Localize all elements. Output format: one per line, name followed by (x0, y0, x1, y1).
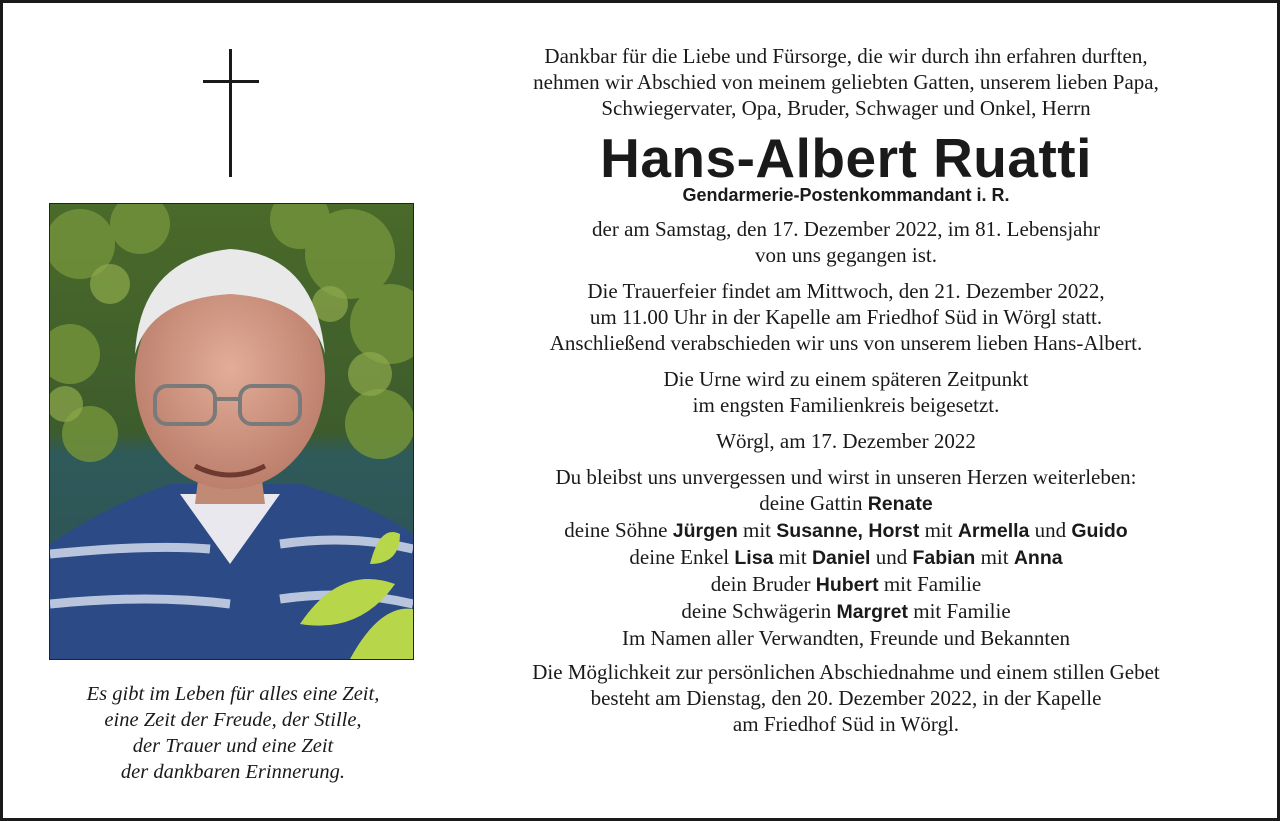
urn-line: Die Urne wird zu einem späteren Zeitpunkt (663, 367, 1029, 391)
funeral-line: Anschließend verabschieden wir uns von unserem lieben Hans-Albert. (549, 331, 1143, 355)
intro-line: Dankbar für die Liebe und Fürsorge, die wir durch ihn erfahren durften, (544, 44, 1148, 68)
mourner-sons: deine Söhne Jürgen mit Susanne, Horst mit Armella und Guido (564, 518, 1128, 542)
funeral-line: um 11.00 Uhr in der Kapelle am Friedhof Süd in Wörgl statt. (589, 305, 1103, 329)
deceased-name: Hans-Albert Ruatti (600, 127, 1092, 189)
poem-line: der dankbaren Erinnerung. (120, 761, 346, 783)
mourner-brother: dein Bruder Hubert mit Familie (710, 572, 982, 596)
funeral-line: Die Trauerfeier findet am Mittwoch, den 21. Dezember 2022, (587, 279, 1105, 303)
portrait-photo (49, 203, 414, 660)
deceased-title: Gendarmerie-Postenkommandant i. R. (682, 185, 1010, 205)
mourner-grandchildren: deine Enkel Lisa mit Daniel und Fabian mit Anna (629, 545, 1063, 569)
intro-line: nehmen wir Abschied von meinem geliebten Gatten, unserem lieben Papa, (533, 70, 1159, 94)
poem-verse (23, 681, 443, 785)
urn-line: im engsten Familienkreis beigesetzt. (692, 393, 1000, 417)
poem-line: eine Zeit der Freude, der Stille, (104, 709, 362, 731)
notice-text (446, 43, 1246, 737)
mourner-sister-in-law: deine Schwägerin Margret mit Familie (681, 599, 1011, 623)
poem-line: der Trauer und eine Zeit (132, 735, 334, 757)
mourner-wife: deine Gattin Renate (759, 491, 933, 515)
place-date: Wörgl, am 17. Dezember 2022 (716, 429, 976, 453)
poem-line: Es gibt im Leben für alles eine Zeit, (86, 683, 380, 705)
viewing-line: besteht am Dienstag, den 20. Dezember 2022, in der Kapelle (590, 686, 1102, 710)
cross-icon (203, 49, 259, 177)
remembrance-line: Du bleibst uns unvergessen und wirst in unseren Herzen weiterleben: (555, 465, 1137, 489)
intro-line: Schwiegervater, Opa, Bruder, Schwager und Onkel, Herrn (601, 96, 1091, 120)
viewing-line: am Friedhof Süd in Wörgl. (732, 712, 960, 736)
mourner-all: Im Namen aller Verwandten, Freunde und Bekannten (621, 626, 1071, 650)
death-line: von uns gegangen ist. (755, 243, 937, 267)
death-line: der am Samstag, den 17. Dezember 2022, im 81. Lebensjahr (592, 217, 1100, 241)
viewing-line: Die Möglichkeit zur persönlichen Abschiednahme und einem stillen Gebet (532, 660, 1160, 684)
